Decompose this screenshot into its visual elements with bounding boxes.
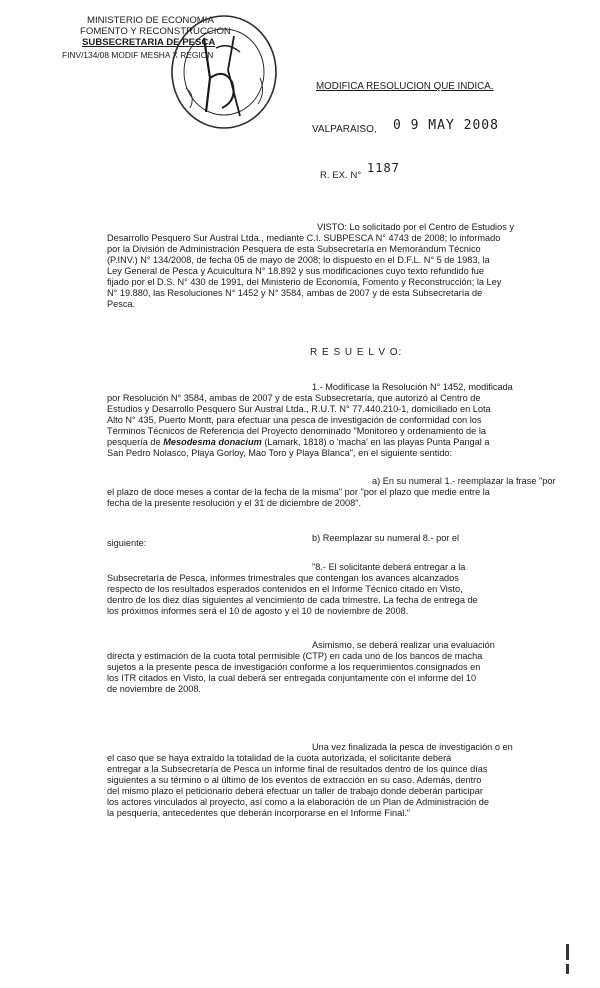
visto-paragraph <box>107 222 557 310</box>
visto-line: Desarrollo Pesquero Sur Austral Ltda., mediante C.I. SUBPESCA N° 4743 de 2008; lo informado <box>107 233 501 243</box>
paragraph-line: Subsecretaría de Pesca, informes trimestrales que contengan los avances alcanzados <box>107 573 459 583</box>
paragraph-line: "8.- El solicitante deberá entregar a la <box>312 562 466 572</box>
visto-line: Pesca. <box>107 299 136 309</box>
paragraph-line: Una vez finalizada la pesca de investigación o en <box>312 742 513 752</box>
visto-line: por la División de Administración Pesquera de esta Subsecretaría en Memorándum Técnico <box>107 244 481 254</box>
paragraph-line: por Resolución N° 3584, ambas de 2007 y de esta Subsecretaría, que autorizó al Centro de <box>107 393 481 403</box>
rex-label: R. EX. N° <box>320 170 362 181</box>
resolution-item-b-cont: siguiente: <box>107 538 147 548</box>
paragraph-line: siguientes a su término o al último de los eventos de extracción en su caso. Además, dentro <box>107 775 482 785</box>
species-name: Mesodesma donacium <box>163 437 262 447</box>
paragraph-line: los ITR citados en Visto, la cual deberá ser entregada conjuntamente con el informe del 10 <box>107 673 477 683</box>
paragraph-line: sujetos a la presente pesca de investigación conforme a los requerimientos consignados en <box>107 662 481 672</box>
subject-line: MODIFICA RESOLUCION QUE INDICA. <box>316 81 494 92</box>
paragraph-line: Términos Técnicos de Referencia del Proyecto denominado "Monitoreo y ordenamiento de la <box>107 426 486 436</box>
ministry-line-1: MINISTERIO DE ECONOMIA <box>87 15 214 26</box>
species-line <box>107 437 557 448</box>
final-report-paragraph <box>107 742 557 819</box>
resolution-paragraph-1 <box>107 382 557 459</box>
visto-line: VISTO: Lo solicitado por el Centro de Estudios y <box>317 222 514 232</box>
reference-code: FINV/134/08 MODIF MESHA X REGION <box>62 50 214 60</box>
resuelvo-heading: R E S U E L V O: <box>310 347 403 358</box>
paragraph-line: Alto N° 435, Puerto Montt, para efectuar una pesca de investigación de conformidad con los <box>107 415 482 425</box>
paragraph-line: el caso que se haya extraído la totalidad de la cuota autorizada, el solicitante deberá <box>107 753 452 763</box>
paragraph-line: directa y estimación de la cuota total permisible (CTP) en cada uno de los bancos de macha <box>107 651 483 661</box>
visto-line: Ley General de Pesca y Acuicultura N° 18.892 y sus modificaciones cuyo texto refundido fue <box>107 266 485 276</box>
paragraph-line: dentro de los diez días siguientes al vencimiento de cada trimestre. La fecha de entrega de <box>107 595 478 605</box>
paragraph-line: los actores vinculados al proyecto, así como a la elaboración de un Plan de Administración de <box>107 797 490 807</box>
paragraph-line: fecha de la presente resolución y el 31 de diciembre de 2008". <box>107 498 362 508</box>
visto-line: (P.INV.) N° 134/2008, de fecha 05 de mayo de 2008; lo dispuesto en el D.F.L. N° 5 de 1983, la <box>107 255 490 265</box>
paragraph-line: 1.- Modifícase la Resolución N° 1452, modificada <box>312 382 513 392</box>
resolution-item-a <box>107 476 557 509</box>
margin-mark <box>566 944 569 960</box>
asimismo-paragraph <box>107 640 557 695</box>
resolution-item-b: b) Reemplazar su numeral 8.- por el <box>312 533 460 543</box>
margin-mark <box>566 964 569 974</box>
seal-stamp <box>166 8 286 143</box>
paragraph-line: respecto de los resultados esperados contenidos en el Informe Técnico citado en Visto, <box>107 584 463 594</box>
visto-line: N° 19.880, las Resoluciones N° 1452 y N° 3584, ambas de 2007 y de esta Subsecretaría de <box>107 288 483 298</box>
paragraph-fragment: pesquería de <box>107 437 161 447</box>
visto-line: fijado por el D.S. N° 430 de 1991, del Ministerio de Economía, Fomento y Reconstrucción; la Ley <box>107 277 502 287</box>
place-label: VALPARAISO, <box>312 124 377 135</box>
paragraph-fragment: (Lamark, 1818) o 'macha' en las playas Punta Pangal a <box>264 437 490 447</box>
numeral-8-paragraph <box>107 562 557 617</box>
paragraph-line: el plazo de doce meses a contar de la fecha de la misma" por "por el plazo que medie entre la <box>107 487 490 497</box>
paragraph-line: de noviembre de 2008. <box>107 684 201 694</box>
rex-number: 1187 <box>367 161 400 175</box>
paragraph-line: San Pedro Nolasco, Playa Gorloy, Mao Toro y Playa Blanca", en el siguiente sentido: <box>107 448 453 458</box>
paragraph-line: Estudios y Desarrollo Pesquero Sur Austral Ltda., R.U.T. N° 77.440.210-1, domiciliado en Lota <box>107 404 491 414</box>
paragraph-line: Asimismo, se deberá realizar una evaluación <box>312 640 495 650</box>
paragraph-line: entregar a la Subsecretaría de Pesca un informe final de resultados dentro de los quince días <box>107 764 488 774</box>
subsecretaria-label: SUBSECRETARIA DE PESCA <box>82 37 216 48</box>
paragraph-line: los próximos informes será el 10 de agosto y el 10 de noviembre de 2008. <box>107 606 409 616</box>
paragraph-line: del mismo plazo el peticionario deberá efectuar un taller de trabajo donde deberán participar <box>107 786 483 796</box>
paragraph-line: a) En su numeral 1.- reemplazar la frase "por <box>372 476 556 486</box>
date-stamp: 0 9 MAY 2008 <box>393 118 499 133</box>
ministry-line-2: FOMENTO Y RECONSTRUCCION <box>80 26 231 37</box>
paragraph-line: la pesquería, antecedentes que deberán incorporarse en el Informe Final." <box>107 808 411 818</box>
